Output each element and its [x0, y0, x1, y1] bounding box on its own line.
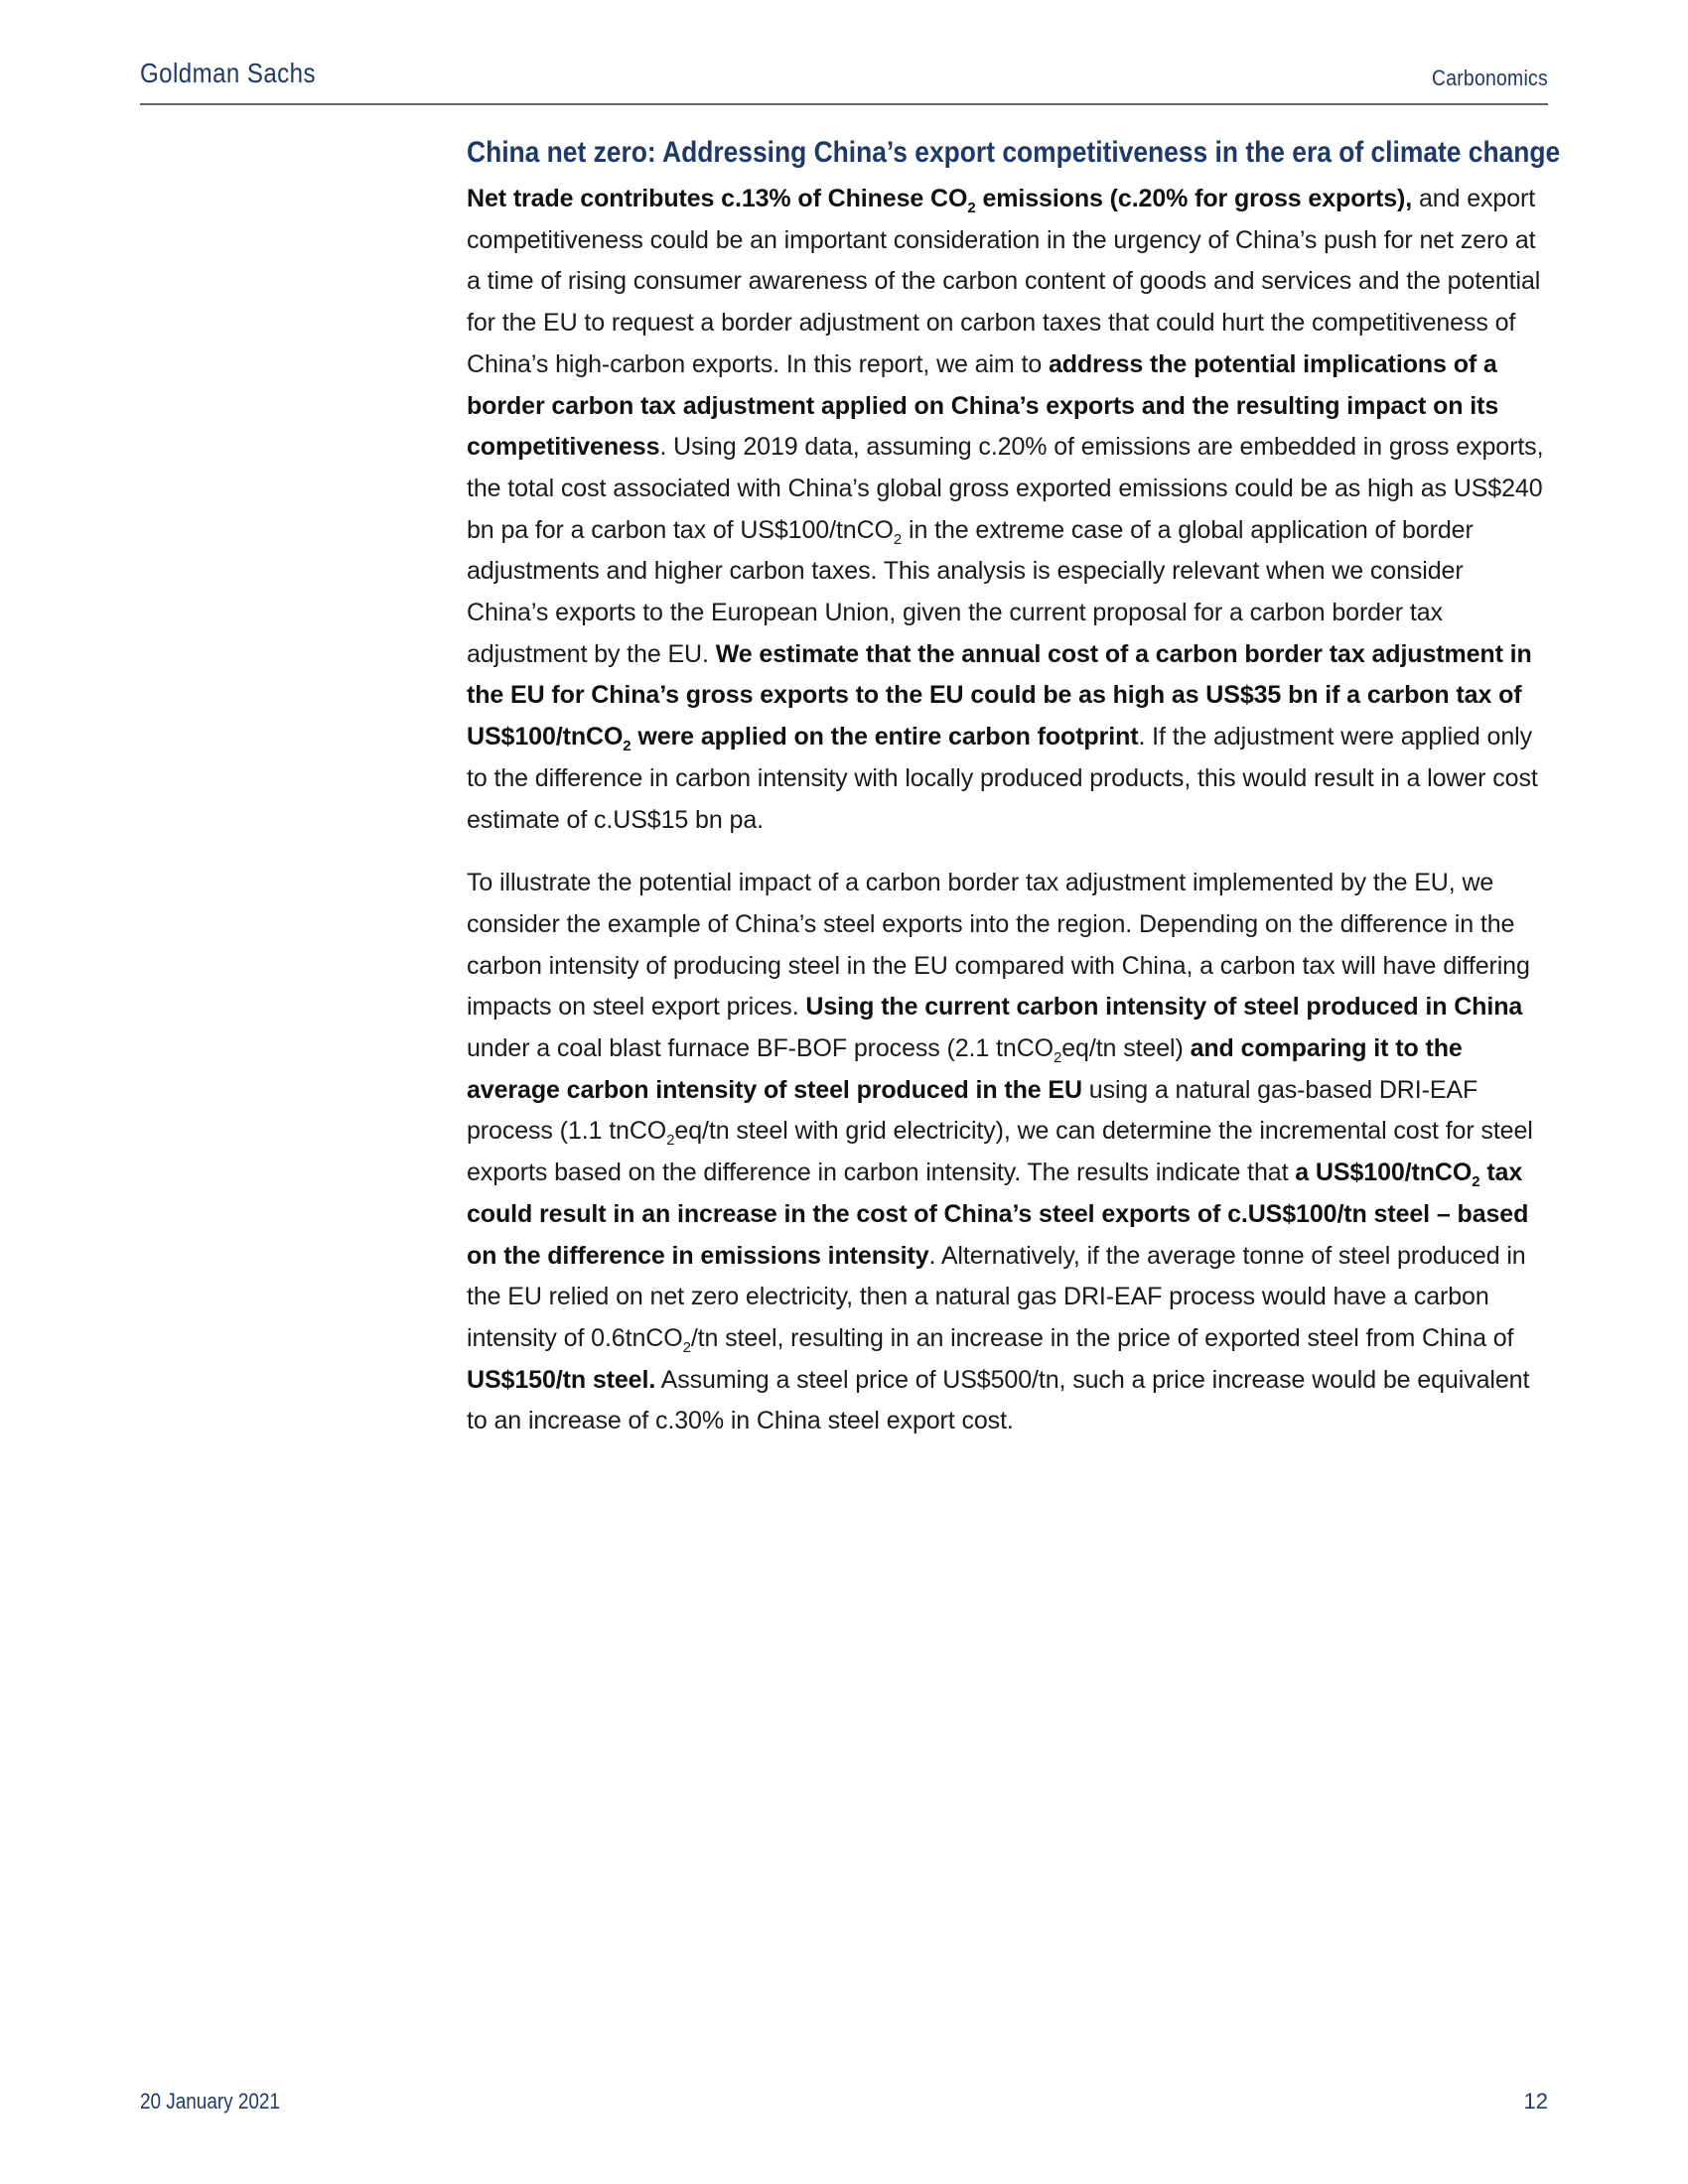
- p1-bold-3: address the potential implications of a border carbon tax adjustment applied on China’s exports and the resulting impact on its competitiveness: [467, 349, 1499, 462]
- p1-bold-1: Net trade contributes c.13% of Chinese CO: [467, 185, 968, 212]
- p1-bold-4: We estimate that the annual cost of a carbon border tax adjustment in the EU for China’s gross exports to the EU could be as high as US$35 bn if a carbon tax of US$100/tnCO: [467, 639, 1532, 751]
- header-divider: [140, 103, 1548, 105]
- section-heading: China net zero: Addressing China’s export competitiveness in the era of climate change: [467, 136, 1561, 169]
- p1-sub-2: 2: [893, 530, 903, 548]
- header-section-title: Carbonomics: [1432, 66, 1548, 90]
- p2-text-8: Assuming a steel price of US$500/tn, such a price increase would be equivalent to an increase of c.30% in China steel export cost.: [467, 1365, 1530, 1435]
- p2-bold-5: US$150/tn steel.: [467, 1365, 656, 1394]
- p2-text-4: using a natural gas-based DRI-EAF process (1.1 tnCO: [467, 1075, 1478, 1146]
- p2-sub-4: 2: [682, 1338, 691, 1356]
- main-content: [467, 133, 1561, 1464]
- p1-text-3: in the extreme case of a global application of border adjustments and higher carbon taxes. This analysis is especially relevant when we consider China’s exports to the European Union, given the current proposal for a carbon border tax adjustment by the EU.: [467, 515, 1474, 668]
- p2-bold-2: and comparing it to the average carbon intensity of steel produced in the EU: [467, 1034, 1463, 1104]
- p2-text-6: . Alternatively, if the average tonne of steel produced in the EU relied on net zero electricity, then a natural gas DRI-EAF process would have a carbon intensity of 0.6tnCO: [467, 1241, 1526, 1352]
- p1-bold-2: emissions (c.20% for gross exports),: [975, 185, 1413, 212]
- p2-text-2: under a coal blast furnace BF-BOF process (2.1 tnCO: [467, 1034, 1054, 1063]
- footer-page-number: 12: [1523, 2089, 1548, 2114]
- p1-sub-3: 2: [623, 738, 632, 755]
- p2-sub-3: 2: [1472, 1173, 1480, 1191]
- p2-sub-1: 2: [1054, 1049, 1062, 1067]
- p2-bold-4: tax could result in an increase in the cost of China’s steel exports of c.US$100/tn steel – based on the difference in emissions intensity: [467, 1159, 1529, 1270]
- footer-date: 20 January 2021: [140, 2089, 280, 2114]
- p2-text-5: eq/tn steel with grid electricity), we can determine the incremental cost for steel exports based on the difference in carbon intensity. The results indicate that: [467, 1117, 1533, 1187]
- paragraph-2: [467, 863, 1549, 1442]
- p2-text-7: /tn steel, resulting in an increase in the price of exported steel from China of: [690, 1323, 1514, 1352]
- p1-sub-1: 2: [967, 200, 976, 216]
- p1-bold-5: were applied on the entire carbon footprint: [631, 723, 1139, 751]
- paragraph-1: [467, 179, 1549, 841]
- p1-text-4: . If the adjustment were applied only to the difference in carbon intensity with locally produced products, this would result in a lower cost estimate of c.US$15 bn pa.: [467, 723, 1538, 834]
- header-brand-logo: Goldman Sachs: [140, 58, 316, 88]
- p2-bold-3: a US$100/tnCO: [1295, 1159, 1473, 1187]
- p2-sub-2: 2: [666, 1132, 675, 1150]
- p1-text-1: and export competitiveness could be an important consideration in the urgency of China’s push for net zero at a time of rising consumer awareness of the carbon content of goods and services and the potential for the EU to request a border adjustment on carbon taxes that could hurt the competitiveness of China’s high-carbon exports. In this report, we aim to: [467, 185, 1541, 378]
- p2-text-3: eq/tn steel): [1061, 1034, 1191, 1063]
- p2-bold-1: Using the current carbon intensity of steel produced in China: [805, 993, 1523, 1022]
- p1-text-2: . Using 2019 data, assuming c.20% of emissions are embedded in gross exports, the total cost associated with China’s global gross exported emissions could be as high as US$240 bn pa for a carbon tax of US$100/tnCO: [467, 433, 1544, 544]
- p2-text-1: To illustrate the potential impact of a carbon border tax adjustment implemented by the EU, we consider the example of China’s steel exports into the region. Depending on the difference in the carbon intensity of producing steel in the EU compared with China, a carbon tax will have differing impacts on steel export prices.: [467, 869, 1530, 1022]
